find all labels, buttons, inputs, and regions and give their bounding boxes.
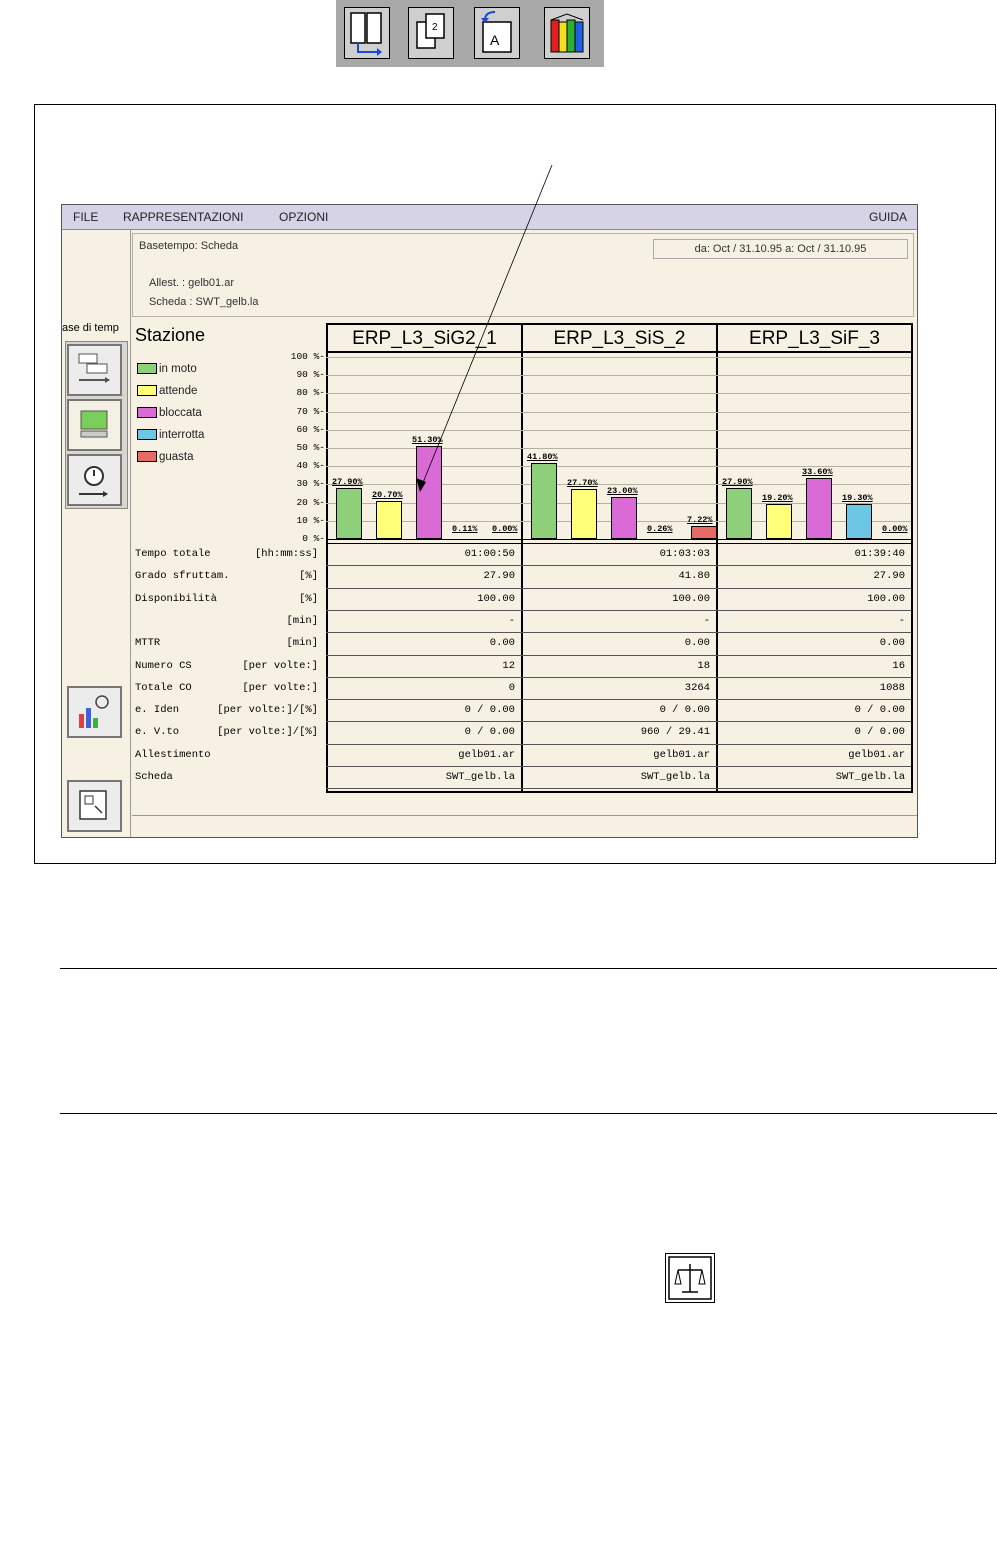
menu-opzioni[interactable]: OPZIONI bbox=[279, 210, 329, 224]
allest-label: Allest. : gelb01.ar bbox=[149, 277, 234, 289]
legend-item bbox=[137, 363, 197, 375]
table-cell: gelb01.ar bbox=[653, 748, 710, 761]
row-label: Allestimento bbox=[135, 748, 211, 761]
chart-bar bbox=[571, 489, 597, 539]
y-tick-label: 40 %- bbox=[296, 460, 325, 472]
row-divider bbox=[326, 632, 911, 633]
table-cell: 0.00 bbox=[684, 637, 710, 650]
chart-bar bbox=[846, 504, 872, 539]
y-tick-label: 0 %- bbox=[302, 533, 325, 544]
bar-value-label: 27.90% bbox=[332, 477, 363, 488]
menu-rappresentazioni[interactable]: RAPPRESENTAZIONI bbox=[123, 210, 244, 224]
table-cell: gelb01.ar bbox=[458, 748, 515, 761]
bar-value-label: 51.30% bbox=[412, 434, 443, 445]
row-label: e. Iden bbox=[135, 704, 180, 717]
bar-value-label: 0.00% bbox=[492, 524, 518, 534]
y-tick-label: 70 %- bbox=[296, 405, 325, 417]
row-unit: [per volte:]/[%] bbox=[217, 726, 318, 739]
status-divider bbox=[132, 815, 917, 816]
grid-line bbox=[326, 412, 911, 413]
chart-bar bbox=[416, 446, 442, 539]
chart-bar bbox=[336, 488, 362, 539]
chart-bar bbox=[691, 526, 717, 539]
table-cell: 1088 bbox=[879, 681, 905, 694]
row-divider bbox=[326, 610, 911, 611]
table-cell: 0 / 0.00 bbox=[464, 704, 515, 717]
legend-swatch bbox=[137, 451, 157, 462]
table-cell: 18 bbox=[697, 659, 710, 672]
grid-line bbox=[326, 430, 911, 431]
table-cell: SWT_gelb.la bbox=[835, 771, 905, 783]
app-window bbox=[61, 204, 918, 838]
row-label: Scheda bbox=[135, 771, 173, 783]
table-cell: 100.00 bbox=[867, 592, 905, 605]
bar-value-label: 0.26% bbox=[647, 524, 673, 534]
table-cell: 0.00 bbox=[879, 637, 905, 650]
date-range: da: Oct / 31.10.95 a: Oct / 31.10.95 bbox=[653, 239, 908, 259]
table-cell: 12 bbox=[502, 659, 515, 672]
table-cell: 0.00 bbox=[489, 637, 515, 650]
y-tick-label: 20 %- bbox=[296, 496, 325, 508]
table-cell: 100.00 bbox=[672, 592, 710, 605]
row-unit: [%] bbox=[299, 570, 318, 583]
row-unit: [min] bbox=[286, 637, 318, 650]
colored-books-icon[interactable] bbox=[544, 7, 590, 59]
bar-value-label: 19.30% bbox=[842, 492, 873, 503]
info-header bbox=[132, 233, 914, 317]
row-label: Disponibilità bbox=[135, 592, 217, 605]
bar-value-label: 19.20% bbox=[762, 493, 793, 504]
bar-value-label: 33.60% bbox=[802, 466, 833, 477]
stopwatch-icon[interactable] bbox=[67, 454, 122, 506]
row-divider bbox=[326, 766, 911, 767]
station-compare-icon[interactable] bbox=[344, 7, 390, 59]
sidebar-label: ase di temp bbox=[62, 322, 119, 334]
station-column-header[interactable]: ERP_L3_SiS_2 bbox=[521, 323, 718, 353]
row-unit: [%] bbox=[299, 592, 318, 605]
table-bottom-border bbox=[326, 791, 913, 793]
table-cell: gelb01.ar bbox=[848, 748, 905, 761]
table-cell: 0 / 0.00 bbox=[854, 726, 905, 739]
row-label: Numero CS bbox=[135, 659, 192, 672]
row-label: e. V.to bbox=[135, 726, 180, 739]
row-unit: [per volte:] bbox=[242, 681, 318, 694]
table-cell: 01:03:03 bbox=[659, 548, 710, 560]
bar-value-label: 41.80% bbox=[527, 451, 558, 462]
separator-line bbox=[60, 1113, 997, 1114]
row-divider bbox=[326, 788, 911, 789]
bar-value-label: 27.90% bbox=[722, 477, 753, 488]
chart-bar bbox=[766, 504, 792, 539]
y-tick-label: 30 %- bbox=[296, 478, 325, 490]
legend-item bbox=[137, 385, 197, 397]
grid-line bbox=[326, 539, 911, 540]
balance-scale-icon[interactable] bbox=[665, 1253, 715, 1303]
table-cell: 41.80 bbox=[678, 570, 710, 583]
alphabet-switch-icon[interactable] bbox=[474, 7, 520, 59]
menu-file[interactable]: FILE bbox=[73, 210, 99, 224]
row-divider bbox=[326, 565, 911, 566]
grid-line bbox=[326, 448, 911, 449]
y-tick-label: 50 %- bbox=[296, 442, 325, 453]
row-divider bbox=[326, 721, 911, 722]
chart-bar bbox=[806, 478, 832, 539]
bar-value-label: 27.70% bbox=[567, 477, 598, 488]
basetempo-label: Basetempo: Scheda bbox=[139, 240, 239, 252]
svg-text:2: 2 bbox=[432, 22, 438, 33]
y-tick-label: 60 %- bbox=[296, 423, 325, 435]
row-unit: [per volte:] bbox=[242, 659, 318, 672]
table-cell: 16 bbox=[892, 659, 905, 672]
station-column-header[interactable]: ERP_L3_SiG2_1 bbox=[326, 323, 523, 353]
statistics-chart-icon[interactable] bbox=[67, 686, 122, 738]
station-label: Stazione bbox=[135, 325, 206, 345]
column-divider bbox=[911, 323, 913, 793]
table-cell: SWT_gelb.la bbox=[445, 771, 515, 783]
bar-value-label: 23.00% bbox=[607, 486, 638, 497]
svg-text:A: A bbox=[490, 32, 500, 48]
bar-value-label: 7.22% bbox=[687, 514, 713, 525]
table-cell: SWT_gelb.la bbox=[640, 771, 710, 783]
bar-value-label: 0.11% bbox=[452, 524, 478, 534]
row-divider bbox=[326, 699, 911, 700]
table-cell: 27.90 bbox=[483, 570, 515, 583]
chart-bar bbox=[531, 463, 557, 539]
menu-bar bbox=[62, 205, 917, 230]
scheda-label: Scheda : SWT_gelb.la bbox=[149, 296, 259, 308]
toolbar bbox=[336, 0, 604, 67]
table-cell: 100.00 bbox=[477, 592, 515, 605]
row-divider bbox=[326, 588, 911, 589]
station-table bbox=[326, 323, 916, 793]
table-cell: 01:00:50 bbox=[464, 548, 515, 560]
station-column-header[interactable]: ERP_L3_SiF_3 bbox=[716, 323, 913, 353]
row-divider bbox=[326, 655, 911, 656]
station-screen-icon[interactable] bbox=[67, 399, 122, 451]
legend-label: in moto bbox=[159, 363, 197, 375]
row-unit: [min] bbox=[286, 614, 318, 627]
row-divider bbox=[326, 543, 911, 544]
legend-label: attende bbox=[159, 385, 198, 397]
y-tick-label: 90 %- bbox=[296, 369, 325, 381]
table-cell: 960 / 29.41 bbox=[640, 726, 710, 739]
chart-bar bbox=[726, 488, 752, 539]
table-cell: 3264 bbox=[684, 681, 710, 694]
row-unit: [hh:mm:ss] bbox=[254, 548, 318, 560]
row-divider bbox=[326, 744, 911, 745]
legend-swatch bbox=[137, 429, 157, 440]
y-tick-label: 80 %- bbox=[296, 387, 325, 399]
legend-swatch bbox=[137, 407, 157, 418]
grid-line bbox=[326, 375, 911, 376]
row-label: MTTR bbox=[135, 637, 161, 650]
table-cell: 0 bbox=[508, 681, 515, 694]
row-divider bbox=[326, 677, 911, 678]
row-label: Grado sfruttam. bbox=[135, 570, 230, 583]
legend-item bbox=[137, 429, 204, 441]
table-cell: - bbox=[898, 614, 905, 627]
table-cell: 01:39:40 bbox=[854, 548, 905, 560]
table-cell: 27.90 bbox=[873, 570, 905, 583]
legend-swatch bbox=[137, 385, 157, 396]
chart-bar bbox=[376, 501, 402, 539]
chart-bar bbox=[611, 497, 637, 539]
single-page-icon[interactable] bbox=[408, 7, 454, 59]
separator-line bbox=[60, 968, 997, 969]
bar-value-label: 0.00% bbox=[882, 524, 908, 534]
hierarchy-view-icon[interactable] bbox=[67, 344, 122, 396]
legend-label: interrotta bbox=[159, 429, 205, 441]
legend-swatch bbox=[137, 363, 157, 374]
row-label: Totale CO bbox=[135, 681, 192, 694]
bar-value-label: 20.70% bbox=[372, 490, 403, 501]
table-cell: 0 / 0.00 bbox=[464, 726, 515, 739]
table-cell: - bbox=[703, 614, 710, 627]
grid-line bbox=[326, 393, 911, 394]
legend-label: bloccata bbox=[159, 407, 202, 419]
row-unit: [per volte:]/[%] bbox=[217, 704, 318, 717]
table-cell: - bbox=[508, 614, 515, 627]
legend-item bbox=[137, 451, 194, 463]
menu-guida[interactable]: GUIDA bbox=[868, 210, 907, 224]
legend-item bbox=[137, 407, 202, 419]
grid-line bbox=[326, 357, 911, 358]
y-tick-label: 10 %- bbox=[296, 514, 325, 526]
legend-label: guasta bbox=[159, 451, 194, 463]
table-cell: 0 / 0.00 bbox=[854, 704, 905, 717]
zoom-select-icon[interactable] bbox=[67, 780, 122, 832]
table-cell: 0 / 0.00 bbox=[659, 704, 710, 717]
row-label: Tempo totale bbox=[135, 548, 211, 560]
y-tick-label: 100 %- bbox=[290, 351, 325, 362]
left-toolbar bbox=[62, 230, 131, 837]
